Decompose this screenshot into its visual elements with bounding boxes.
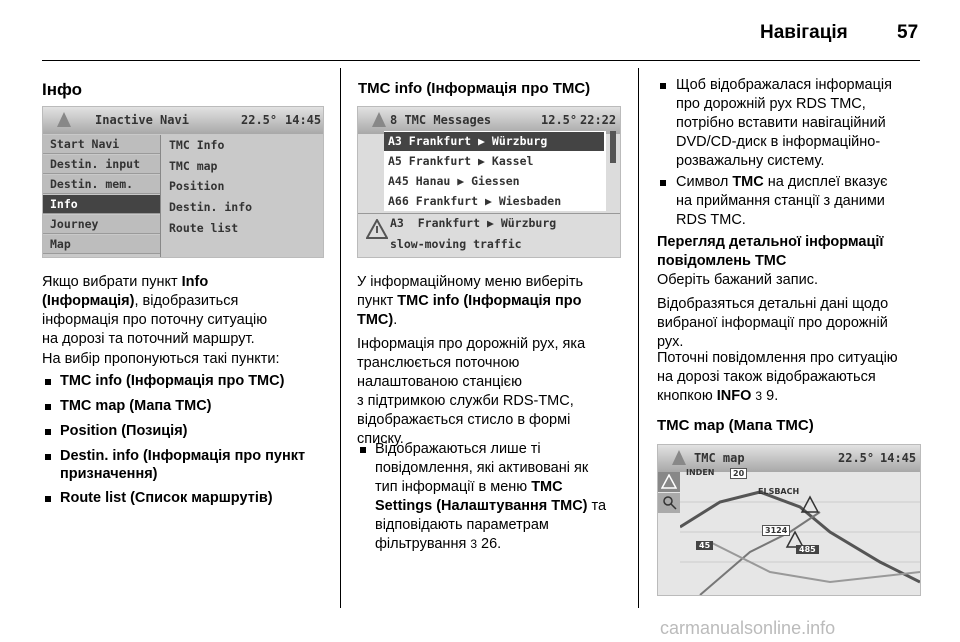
bullet-marker	[45, 379, 51, 385]
screen-titlebar	[43, 107, 323, 134]
column-divider-1	[340, 68, 341, 608]
info-button-ref: INFO	[716, 388, 752, 404]
text: вибраної інформації про дорожній	[657, 315, 888, 331]
text: кнопкою	[657, 388, 717, 404]
to: Wiesbaden	[498, 194, 562, 208]
menu-item-destin-input: Destin. input	[43, 155, 160, 174]
menu-item-destin-mem: Destin. mem.	[43, 175, 160, 194]
section-heading-info: Інфо	[42, 80, 83, 99]
navi-arrow-icon	[57, 112, 71, 127]
map-label: ELSBACH	[758, 487, 800, 496]
navi-arrow-icon	[672, 450, 686, 465]
text: фільтрування	[375, 536, 471, 552]
bullet-marker	[45, 496, 51, 502]
menu-item-map: Map	[43, 235, 160, 254]
submenu-position: Position	[169, 179, 225, 193]
road: A45	[388, 174, 409, 188]
road: A66	[388, 194, 409, 208]
screen-time: 14:45	[880, 451, 917, 465]
road: A5	[388, 154, 402, 168]
menu-item-journey: Journey	[43, 215, 160, 234]
map-label: 20	[730, 468, 747, 479]
text: розважальну систему.	[676, 153, 825, 169]
warning-icon	[661, 474, 677, 489]
to: Würzburg	[491, 134, 548, 148]
text: на дисплеї вказує	[763, 174, 888, 190]
text-bold: (Інформація)	[42, 293, 135, 309]
text: Інформація про дорожній рух, яка	[357, 336, 586, 352]
subheading-detail-view	[657, 233, 884, 271]
info-menu-screenshot	[42, 106, 324, 258]
text: DVD/CD-диск в інформаційно-	[676, 134, 881, 150]
text: .	[393, 312, 398, 328]
screen-temp: 12.5°	[541, 113, 578, 127]
tmc-symbol-bullet	[676, 173, 926, 230]
text-bold: TMC	[732, 174, 764, 190]
text-bold: TMC	[531, 479, 563, 495]
submenu-tmc-map: TMC map	[169, 159, 218, 173]
text: налаштованою станцією	[357, 374, 522, 390]
submenu-route-list: Route list	[169, 221, 239, 235]
text: Відобразяться детальні дані щодо	[657, 296, 889, 312]
text-bold: TMC)	[357, 312, 394, 328]
header-rule	[42, 60, 920, 61]
text: списку.	[357, 431, 404, 447]
text: на дорозі та поточний маршрут.	[42, 331, 255, 347]
dvd-note-bullet	[676, 76, 926, 171]
tmc-info-paragraph-1	[357, 273, 632, 330]
divider	[358, 213, 620, 214]
text: , відобразиться	[134, 293, 239, 309]
detail-paragraph	[657, 295, 927, 352]
menu-item-info: Info	[43, 195, 160, 214]
bullet-marker	[660, 180, 666, 186]
navi-arrow-icon	[372, 112, 386, 127]
bullet-tmc-info: TMC info (Інформація про TMC)	[60, 373, 285, 389]
tmc-messages-screenshot	[357, 106, 621, 258]
detail-text: slow-moving traffic	[390, 237, 522, 251]
map-label: INDEN	[686, 468, 715, 477]
bullet-tmc-map: TMC map (Мапа TMC)	[60, 398, 212, 414]
section-heading-tmc-map: TMC map (Мапа TMC)	[657, 417, 814, 434]
submenu-tmc-info: TMC Info	[169, 138, 225, 152]
zoom-icon	[662, 495, 677, 510]
watermark: carmanualsonline.info	[660, 618, 836, 638]
screen-title: TMC map	[694, 451, 745, 465]
screen-temp: 22.5°	[838, 451, 875, 465]
from: Hanau	[415, 174, 451, 188]
text: Відображаються лише ті	[375, 441, 541, 457]
bullet-marker	[360, 447, 366, 453]
tmc-map-screenshot	[657, 444, 921, 596]
screen-time: 14:45	[285, 113, 322, 127]
text: повідомлень TMC	[657, 253, 787, 269]
map-label: 45	[696, 541, 713, 550]
text: на дорозі також відображаються	[657, 369, 876, 385]
page-header-title: Навігація	[760, 22, 848, 43]
text: У інформаційному меню виберіть	[357, 274, 584, 290]
info-paragraph-2: На вибір пропонуються такі пункти:	[42, 351, 280, 367]
scrollbar-thumb	[610, 131, 616, 163]
from: Frankfurt	[415, 194, 479, 208]
text: відповідають параметрам	[375, 517, 549, 533]
page-ref-arrow-icon: 3	[755, 389, 763, 403]
screen-title: 8 TMC Messages	[390, 113, 492, 127]
column-divider-2	[638, 68, 639, 608]
from: Frankfurt	[408, 134, 472, 148]
text: повідомлення, які активовані як	[375, 460, 589, 476]
bullet-position: Position (Позиція)	[60, 423, 188, 439]
text: на приймання станції з даними	[676, 193, 885, 209]
text: інформація про поточну ситуацію	[42, 312, 268, 328]
page-ref-arrow-icon: 3	[470, 537, 478, 551]
text-bold: Settings (Налаштування TMC)	[375, 498, 588, 514]
to: Kassel	[491, 154, 534, 168]
message-row: A5 Frankfurt ▶ Kassel	[388, 154, 534, 168]
menu-divider	[160, 135, 161, 257]
detail-route: A3 Frankfurt ▶ Würzburg	[390, 216, 557, 230]
text: рух.	[657, 334, 684, 350]
text: 26.	[477, 536, 502, 552]
bullet-destin-info-cont: призначення)	[60, 466, 158, 482]
map-area	[680, 472, 920, 595]
choose-entry-text: Оберіть бажаний запис.	[657, 272, 818, 288]
text: відображається стисло в формі	[357, 412, 571, 428]
screen-temp: 22.5°	[241, 113, 278, 127]
submenu-destin-info: Destin. info	[169, 200, 253, 214]
text: про дорожній рух RDS TMC,	[676, 96, 866, 112]
message-row: A66 Frankfurt ▶ Wiesbaden	[388, 194, 562, 208]
text: Щоб відображалася інформація	[676, 77, 892, 93]
to: Giessen	[471, 174, 520, 188]
info-paragraph-1	[42, 273, 332, 349]
from: Frankfurt	[417, 216, 481, 230]
bullet-marker	[660, 83, 666, 89]
current-messages-paragraph	[657, 349, 927, 406]
tmc-info-paragraph-2	[357, 335, 632, 449]
from: Frankfurt	[408, 154, 472, 168]
bullet-marker	[45, 429, 51, 435]
text: тип інформації в меню	[375, 479, 532, 495]
text: Поточні повідомлення про ситуацію	[657, 350, 898, 366]
map-label: 3124	[762, 525, 790, 536]
text: потрібно вставити навігаційний	[676, 115, 886, 131]
text: Якщо вибрати пункт	[42, 274, 182, 290]
text: та	[587, 498, 607, 514]
bullet-marker	[45, 454, 51, 460]
screen-titlebar	[358, 107, 620, 134]
text-bold: TMC info (Інформація про	[397, 293, 582, 309]
text: Перегляд детальної інформації	[657, 234, 884, 250]
bullet-marker	[45, 404, 51, 410]
road: A3	[390, 216, 404, 230]
text: RDS TMC.	[676, 212, 746, 228]
text: з підтримкою служби RDS-TMC,	[357, 393, 574, 409]
screen-title: Inactive Navi	[95, 113, 189, 127]
menu-item-start-navi: Start Navi	[43, 135, 160, 154]
message-row: A3 Frankfurt ▶ Würzburg	[388, 134, 548, 148]
map-label: 485	[796, 545, 819, 554]
text: пункт	[357, 293, 398, 309]
page-number: 57	[897, 22, 919, 43]
text-bold: Info	[181, 274, 209, 290]
text: Символ	[676, 174, 733, 190]
section-heading-tmc-info: TMC info (Інформація про TMC)	[358, 80, 591, 97]
warning-icon	[366, 219, 388, 239]
bullet-destin-info: Destin. info (Інформація про пункт	[60, 448, 306, 464]
screen-time: 22:22	[580, 113, 617, 127]
road: A3	[388, 134, 402, 148]
to: Würzburg	[500, 216, 557, 230]
text: транслюється поточною	[357, 355, 520, 371]
message-row: A45 Hanau ▶ Giessen	[388, 174, 520, 188]
tmc-info-bullet	[375, 440, 630, 554]
text: 9.	[762, 388, 779, 404]
bullet-route-list: Route list (Список маршрутів)	[60, 490, 273, 506]
